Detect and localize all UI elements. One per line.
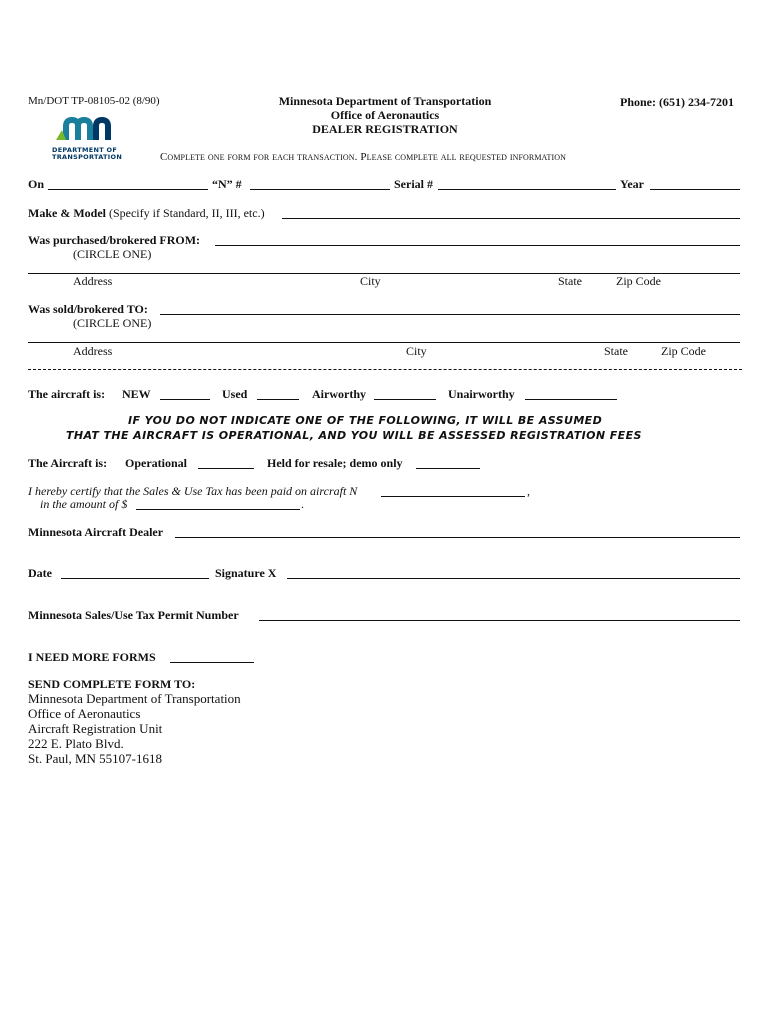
- sold-city-caption: City: [406, 344, 427, 358]
- tax-permit-label: Minnesota Sales/Use Tax Permit Number: [28, 608, 239, 622]
- send-to-line-1: Minnesota Department of Transportation: [28, 691, 241, 706]
- new-option-field[interactable]: [160, 387, 210, 400]
- unairworthy-option-label: Unairworthy: [448, 387, 515, 401]
- tax-amount-field[interactable]: [136, 497, 300, 510]
- form-title: DEALER REGISTRATION: [312, 122, 458, 136]
- certify-comma: ,: [527, 484, 530, 498]
- logo-line1: DEPARTMENT OF: [52, 146, 118, 154]
- instruction-text: Complete one form for each transaction. Please complete all requested information: [160, 151, 567, 163]
- make-model-label: Make & Model: [28, 206, 106, 220]
- n-number-field[interactable]: [250, 177, 390, 190]
- send-to-heading: SEND COMPLETE FORM TO:: [28, 677, 196, 691]
- on-field[interactable]: [48, 177, 208, 190]
- mn-logo-icon: [52, 116, 128, 142]
- make-model-hint: (Specify if Standard, II, III, etc.): [108, 206, 265, 220]
- signature-label: Signature X: [215, 566, 277, 580]
- send-to-line-3: Aircraft Registration Unit: [28, 721, 163, 736]
- sold-zip-caption: Zip Code: [661, 344, 706, 358]
- aircraft-status-label: The Aircraft is:: [28, 456, 108, 470]
- certify-period: .: [301, 497, 304, 511]
- tax-permit-field[interactable]: [259, 608, 740, 621]
- date-field[interactable]: [61, 566, 209, 579]
- year-field[interactable]: [650, 177, 740, 190]
- used-option-field[interactable]: [257, 387, 299, 400]
- send-to-line-2: Office of Aeronautics: [28, 706, 141, 721]
- mndot-logo: [52, 116, 128, 160]
- make-model-row: [28, 206, 265, 220]
- dealer-label: Minnesota Aircraft Dealer: [28, 525, 164, 539]
- operational-label: Operational: [125, 456, 187, 470]
- sold-address-caption: Address: [73, 344, 113, 358]
- year-label: Year: [620, 177, 644, 191]
- serial-field[interactable]: [438, 177, 616, 190]
- certify-line-1: I hereby certify that the Sales & Use Tax has been paid on aircraft N: [28, 484, 358, 498]
- warning-line-1: IF YOU DO NOT INDICATE ONE OF THE FOLLOWING, IT WILL BE ASSUMED: [128, 414, 603, 427]
- on-label: On: [28, 177, 45, 191]
- airworthy-option-field[interactable]: [374, 387, 436, 400]
- used-option-label: Used: [222, 387, 248, 401]
- phone-number: Phone: (651) 234-7201: [620, 95, 734, 109]
- logo-line2: TRANSPORTATION: [52, 153, 123, 161]
- date-label: Date: [28, 566, 52, 580]
- unairworthy-option-field[interactable]: [525, 387, 617, 400]
- sold-label: Was sold/brokered TO:: [28, 302, 148, 316]
- purchased-label: Was purchased/brokered FROM:: [28, 233, 201, 247]
- agency-name: Minnesota Department of Transportation: [278, 94, 492, 108]
- send-to-line-5: St. Paul, MN 55107-1618: [28, 751, 162, 766]
- sold-state-caption: State: [604, 344, 628, 358]
- sold-circle-note: (CIRCLE ONE): [73, 316, 152, 330]
- dealer-field[interactable]: [175, 525, 740, 538]
- more-forms-label: I NEED MORE FORMS: [28, 650, 156, 664]
- section-divider: [28, 369, 742, 370]
- held-resale-label: Held for resale; demo only: [267, 456, 403, 470]
- form-id: Mn/DOT TP-08105-02 (8/90): [28, 95, 160, 107]
- more-forms-field[interactable]: [170, 650, 254, 663]
- certify-line-2: in the amount of $: [40, 497, 128, 511]
- send-to-line-4: 222 E. Plato Blvd.: [28, 736, 124, 751]
- n-number-label: “N” #: [212, 177, 242, 191]
- sold-address-field[interactable]: [28, 330, 740, 343]
- make-model-field[interactable]: [282, 206, 740, 219]
- office-name: Office of Aeronautics: [330, 108, 440, 122]
- purchased-name-field[interactable]: [215, 233, 740, 246]
- new-option-label: NEW: [122, 387, 151, 401]
- purchased-address-caption: Address: [73, 274, 113, 288]
- purchased-city-caption: City: [360, 274, 381, 288]
- purchased-state-caption: State: [558, 274, 582, 288]
- signature-field[interactable]: [287, 566, 740, 579]
- operational-field[interactable]: [198, 456, 254, 469]
- sold-name-field[interactable]: [160, 302, 740, 315]
- purchased-circle-note: (CIRCLE ONE): [73, 247, 152, 261]
- purchased-zip-caption: Zip Code: [616, 274, 661, 288]
- tax-aircraft-n-field[interactable]: [381, 484, 525, 497]
- purchased-address-field[interactable]: [28, 261, 740, 274]
- held-resale-field[interactable]: [416, 456, 480, 469]
- warning-line-2: THAT THE AIRCRAFT IS OPERATIONAL, AND YOU WILL BE ASSESSED REGISTRATION FEES: [66, 429, 642, 442]
- airworthy-option-label: Airworthy: [312, 387, 366, 401]
- aircraft-is-label: The aircraft is:: [28, 387, 106, 401]
- serial-label: Serial #: [394, 177, 433, 191]
